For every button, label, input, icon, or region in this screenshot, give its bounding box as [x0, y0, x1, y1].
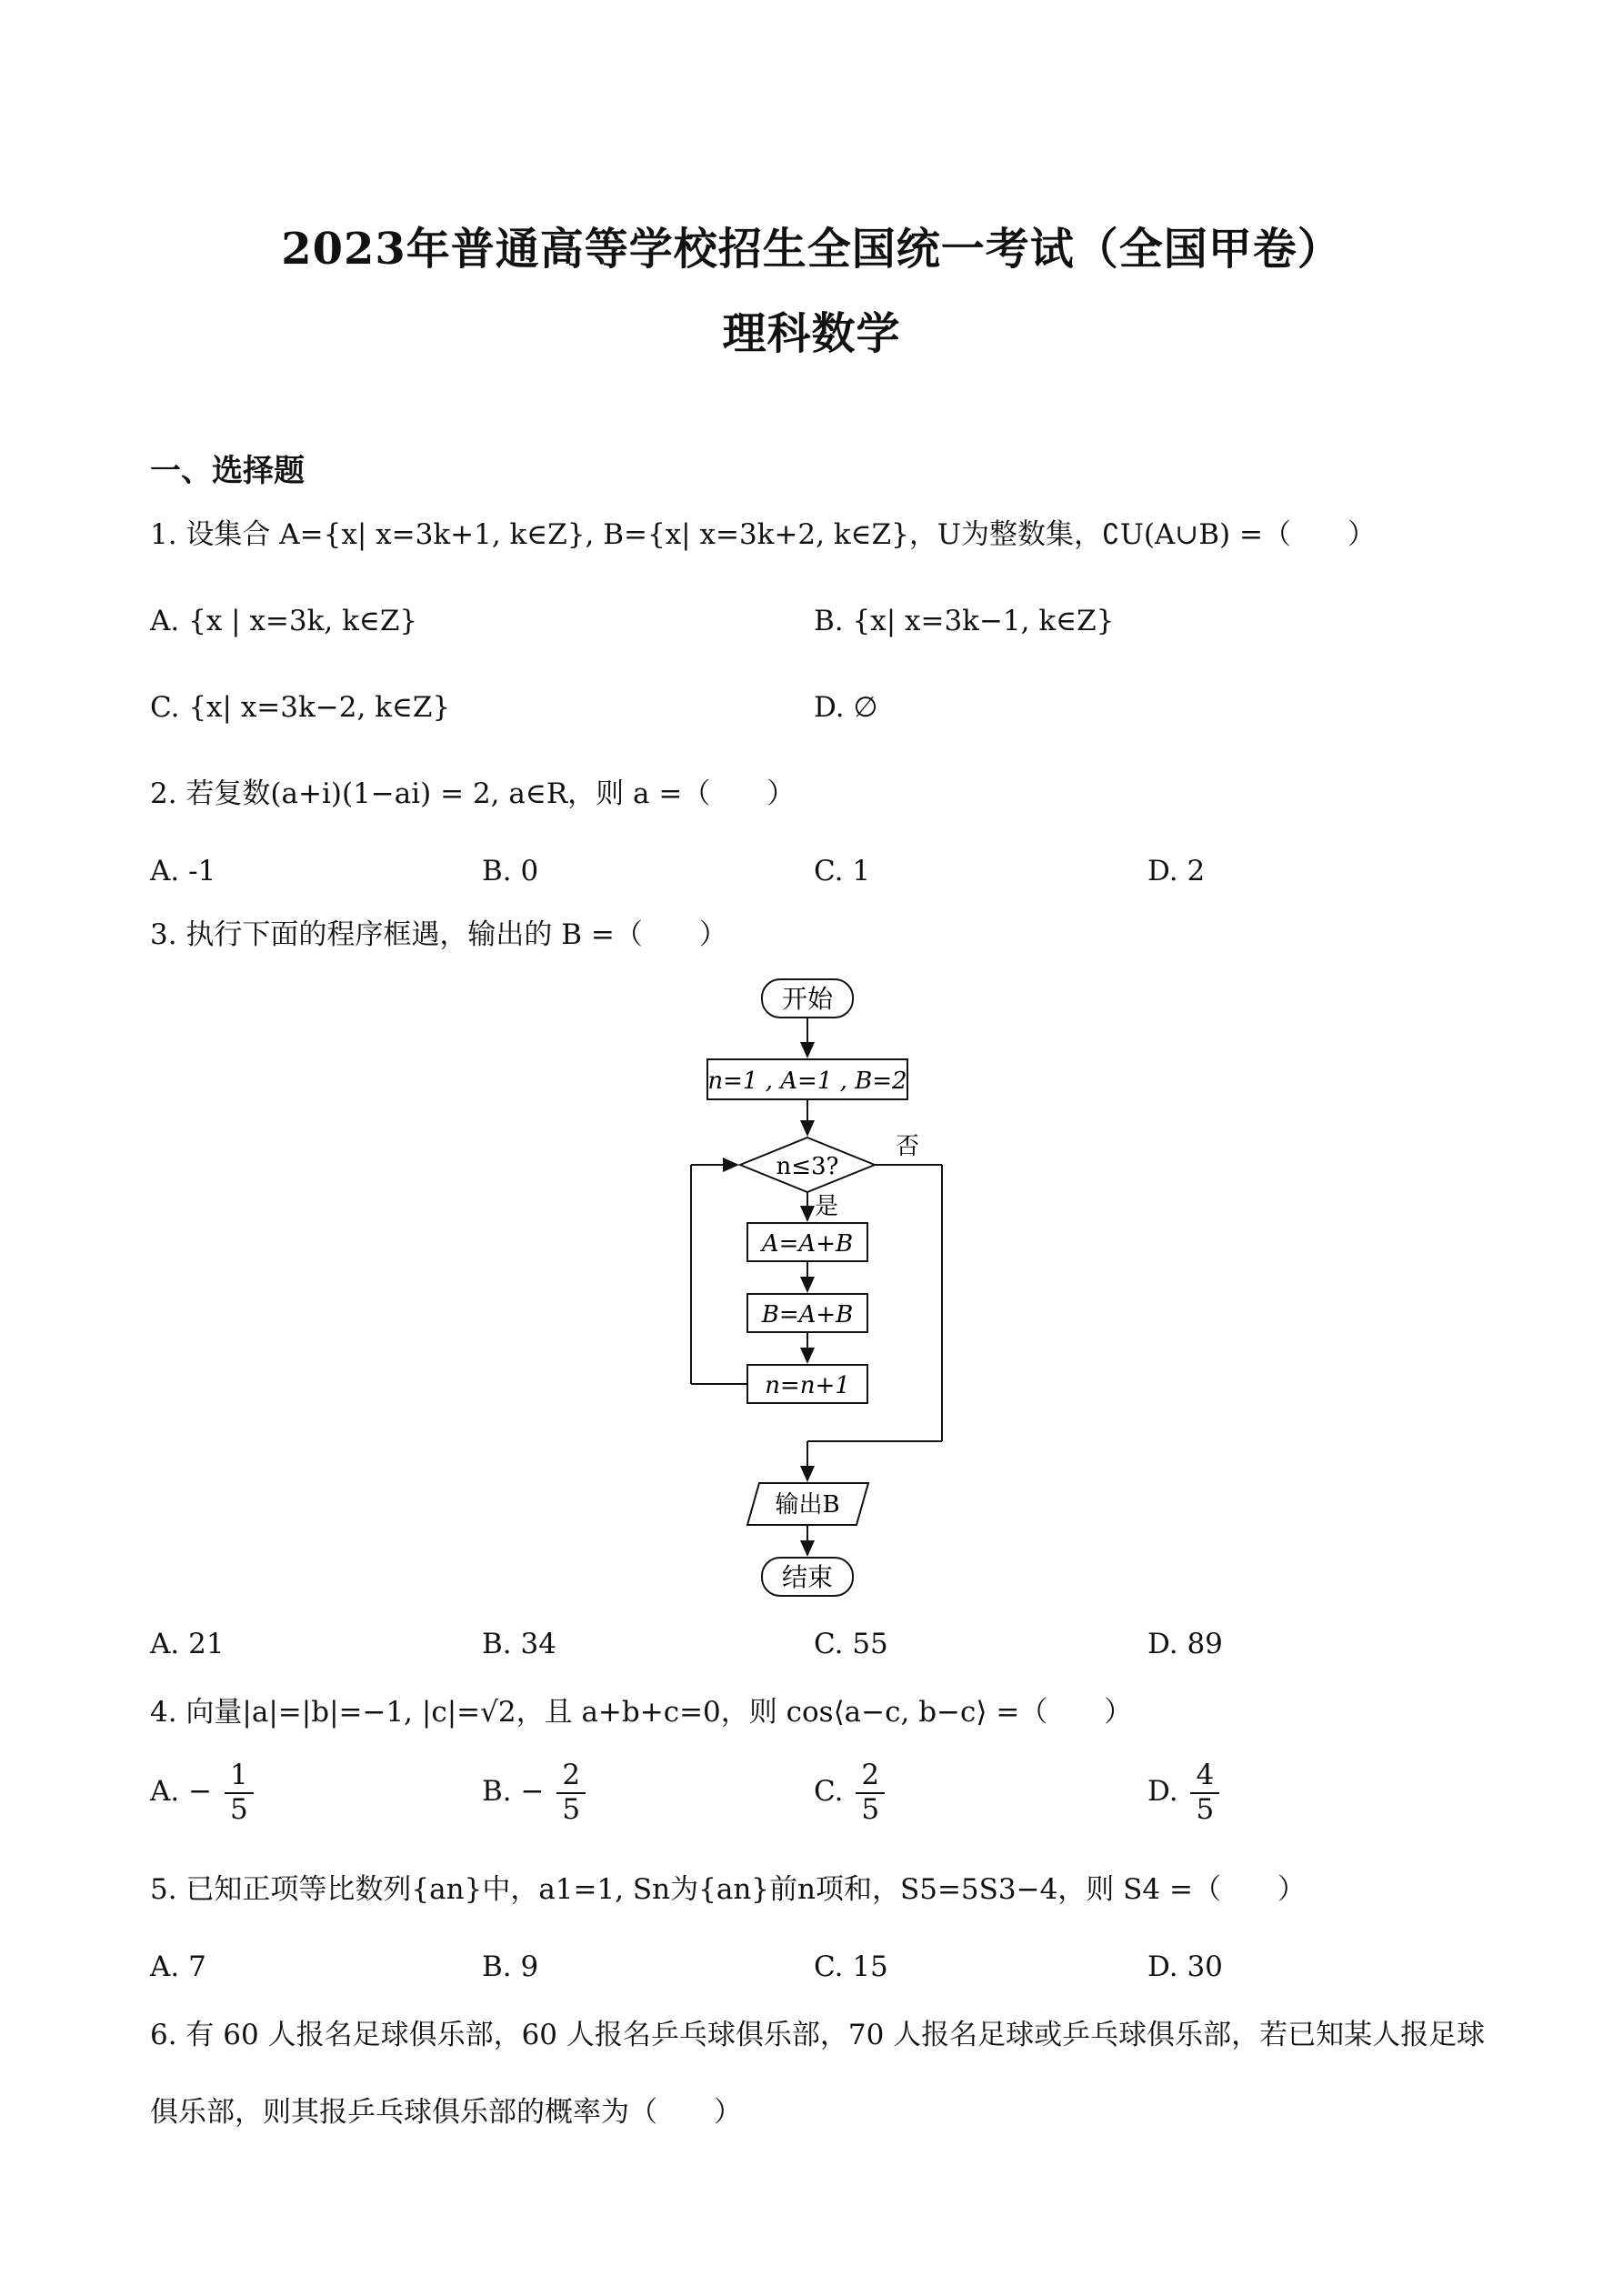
question-5: 5. 已知正项等比数列{an}中，a1=1, Sn为{an}前n项和，S5=5S3−4，则 S4 =（ ） [150, 1873, 1306, 1906]
question-2: 2. 若复数(a+i)(1−ai) = 2, a∈R，则 a =（ ） [150, 777, 796, 810]
q5-option-d: D. 30 [1147, 1950, 1223, 1983]
q1-option-c: C. {x| x=3k−2, k∈Z} [150, 691, 451, 724]
question-4: 4. 向量|a|=|b|=−1, |c|=√2，且 a+b+c=0，则 cos⟨a−c, b−c⟩ =（ ） [150, 1696, 1133, 1729]
flow-output-label: 输出B [775, 1491, 840, 1519]
q1-option-d: D. ∅ [814, 691, 878, 724]
question-6-line-2: 俱乐部，则其报乒乓球俱乐部的概率为（ ） [150, 2096, 742, 2129]
flow-start-label: 开始 [781, 984, 834, 1014]
q2-option-b: B. 0 [482, 855, 539, 887]
q3-option-d: D. 89 [1147, 1628, 1223, 1660]
q4-option-c-fraction: $\frac{2}{5}$ [856, 1760, 885, 1826]
question-1: 1. 设集合 A={x| x=3k+1, k∈Z}, B={x| x=3k+2, k∈Z}，U为整数集，∁U(A∪B) =（ ） [150, 518, 1376, 551]
q1-option-a: A. {x | x=3k, k∈Z} [150, 605, 418, 637]
flow-step2-label: B=A+B [761, 1301, 854, 1328]
flow-yes-label: 是 [815, 1193, 839, 1220]
question-6-line-1: 6. 有 60 人报名足球俱乐部，60 人报名乒乓球俱乐部，70 人报名足球或乒乓球俱乐部，若已知某人报足球 [150, 2019, 1486, 2051]
q4-option-d-fraction: $\frac{4}{5}$ [1190, 1760, 1219, 1826]
flow-init-label: n=1 , A=1 , B=2 [707, 1068, 907, 1095]
q4-option-a [150, 1760, 257, 1826]
q4-option-d-label: D. [1147, 1775, 1178, 1809]
q5-option-b: B. 9 [482, 1950, 539, 1983]
q5-option-c: C. 15 [814, 1950, 888, 1983]
q2-option-c: C. 1 [814, 855, 871, 887]
q4-option-c [814, 1760, 888, 1826]
q4-option-a-label: A. [150, 1775, 180, 1809]
question-3: 3. 执行下面的程序框遇，输出的 B =（ ） [150, 918, 727, 951]
q4-option-a-fraction: $\frac{1}{5}$ [225, 1760, 254, 1826]
q3-option-c: C. 55 [814, 1628, 888, 1660]
flow-end-label: 结束 [781, 1562, 834, 1592]
flow-no-label: 否 [896, 1133, 920, 1160]
q4-option-b-label: B. [482, 1775, 512, 1809]
flowchart [636, 968, 1000, 1605]
q2-option-a: A. -1 [150, 855, 216, 887]
q4-option-b-fraction: $\frac{2}{5}$ [556, 1760, 586, 1826]
q5-option-a: A. 7 [150, 1950, 206, 1983]
q1-option-b: B. {x| x=3k−1, k∈Z} [814, 605, 1115, 637]
section-heading: 一、选择题 [150, 453, 305, 489]
flow-step1-label: A=A+B [761, 1230, 854, 1258]
q3-option-b: B. 34 [482, 1628, 556, 1660]
exam-subject: 理科数学 [722, 308, 901, 359]
exam-title: 2023年普通高等学校招生全国统一考试（全国甲卷） [281, 224, 1342, 275]
q4-option-b [482, 1760, 589, 1826]
q4-option-b-sign: − [520, 1775, 545, 1809]
q3-option-a: A. 21 [150, 1628, 225, 1660]
q2-option-d: D. 2 [1147, 855, 1206, 887]
q4-option-a-sign: − [188, 1775, 213, 1809]
flow-step3-label: n=n+1 [765, 1372, 850, 1399]
q4-option-d [1147, 1760, 1223, 1826]
q4-option-c-label: C. [814, 1775, 844, 1809]
flow-condition-label: n≤3? [776, 1153, 839, 1180]
